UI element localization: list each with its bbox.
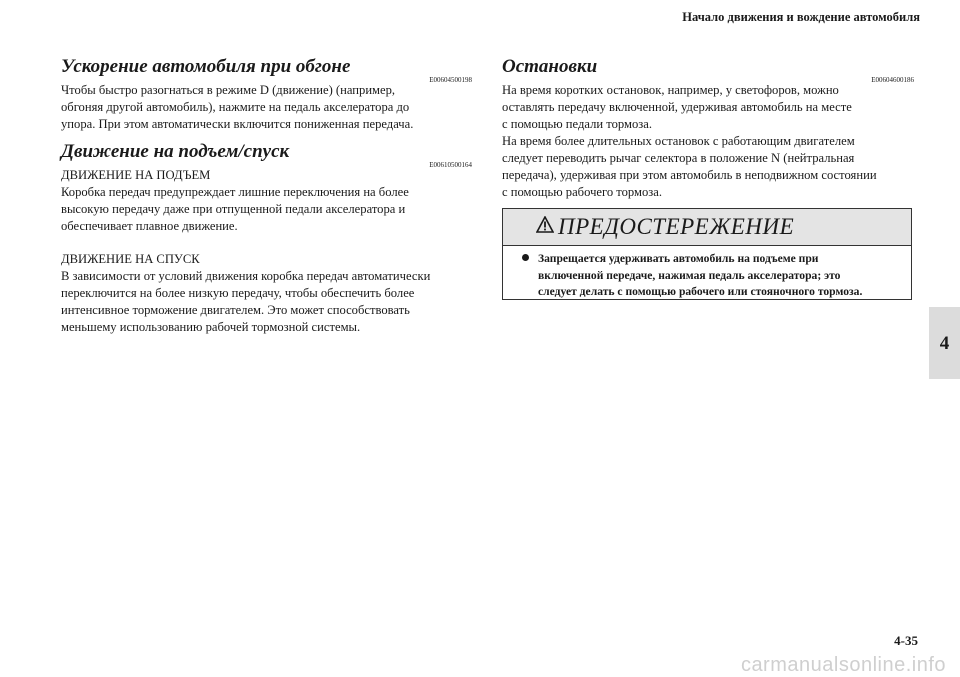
left-column [61, 56, 472, 336]
subheading-uphill: ДВИЖЕНИЕ НА ПОДЪЕМ [61, 168, 211, 182]
text-line: с помощью педали тормоза. [502, 117, 652, 131]
warning-title: ПРЕДОСТЕРЕЖЕНИЕ [558, 214, 795, 239]
section-code: E00610500164 [429, 161, 472, 169]
text-line: обгоняя другой автомобиль), нажмите на педаль акселератора до [61, 100, 410, 114]
text-line: переключится на более низкую передачу, чтобы обеспечить более [61, 286, 415, 300]
section-heading-overtaking [61, 56, 472, 82]
chapter-number: 4 [939, 333, 950, 354]
paragraph-overtaking [61, 82, 472, 133]
section-heading-stops [502, 56, 914, 82]
text-line: передача), удерживая при этом автомобиль в неподвижном состоянии [502, 168, 877, 182]
paragraph-downhill [61, 268, 472, 336]
warning-text-line: следует делать с помощью рабочего или стояночного тормоза. [538, 285, 863, 298]
section-heading-slopes [61, 141, 472, 167]
text-line: интенсивное торможение двигателем. Это может способствовать [61, 303, 410, 317]
text-line: высокую передачу даже при отпущенной педали акселератора и [61, 202, 406, 216]
watermark: carmanualsonline.info [740, 654, 946, 676]
text-line: обеспечивает плавное движение. [61, 219, 238, 233]
text-line: с помощью рабочего тормоза. [502, 185, 663, 199]
text-line: На время коротких остановок, например, у светофоров, можно [502, 83, 839, 97]
text-line: Коробка передач предупреждает лишние переключения на более [61, 185, 409, 199]
subheading-downhill: ДВИЖЕНИЕ НА СПУСК [61, 252, 200, 266]
paragraph-uphill [61, 184, 472, 235]
text-line: оставлять передачу включенной, удерживая автомобиль на месте [502, 100, 852, 114]
section-title: Ускорение автомобиля при обгоне [61, 56, 351, 77]
text-line: следует переводить рычаг селектора в положение N (нейтральная [502, 151, 855, 165]
section-title: Остановки [502, 56, 598, 77]
section-code: E00604600186 [871, 76, 914, 84]
paragraph-stops [502, 82, 914, 201]
warning-body [503, 246, 911, 301]
bullet-icon [522, 254, 529, 261]
right-column [502, 56, 914, 201]
text-line: меньшему использованию рабочей тормозной системы. [61, 320, 361, 334]
running-header: Начало движения и вождение автомобиля [682, 10, 920, 24]
text-line: В зависимости от условий движения коробка передач автоматически [61, 269, 431, 283]
warning-text-line: включенной передаче, нажимая педаль акселератора; это [538, 268, 841, 282]
warning-triangle-icon [536, 216, 554, 238]
text-line: На время более длительных остановок с работающим двигателем [502, 134, 855, 148]
page-number: 4-35 [894, 633, 918, 648]
chapter-tab [929, 307, 960, 379]
section-title: Движение на подъем/спуск [61, 141, 290, 162]
text-line: Чтобы быстро разогнаться в режиме D (движение) (например, [61, 83, 396, 97]
text-line: упора. При этом автоматически включится пониженная передача. [61, 117, 414, 131]
warning-header [503, 209, 911, 246]
warning-box [502, 208, 912, 300]
warning-text-line: Запрещается удерживать автомобиль на подъеме при [538, 252, 819, 265]
section-code: E00604500198 [429, 76, 472, 84]
